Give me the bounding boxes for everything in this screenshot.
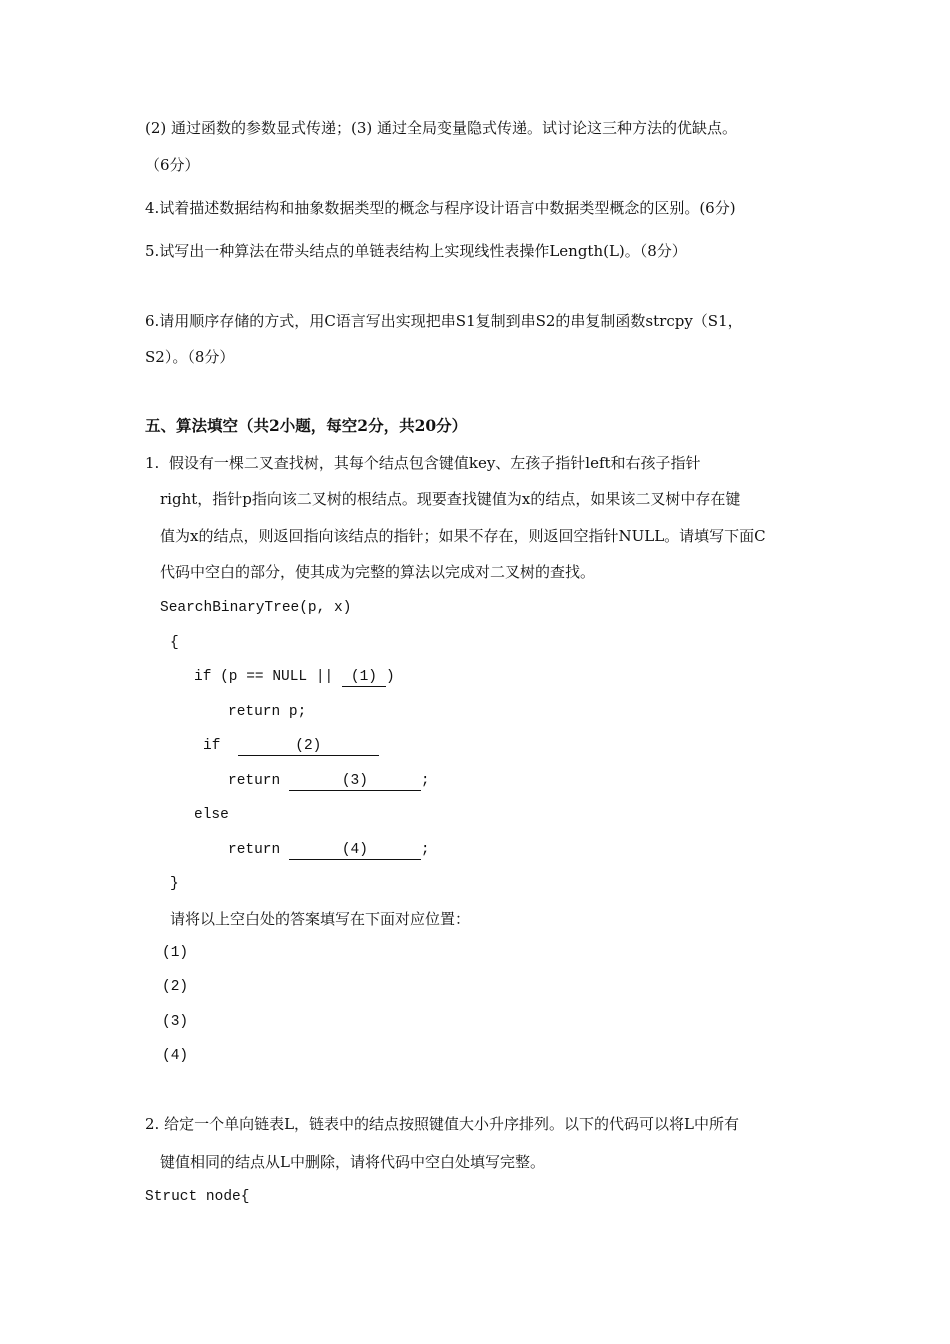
p2-line-2: 键值相同的结点从L中删除，请将代码中空白处填写完整。: [160, 1153, 545, 1171]
code-if-2-prefix: if: [203, 738, 221, 754]
code-return-p: return p;: [228, 704, 307, 720]
code-return-3: [228, 771, 430, 791]
p1-line-2: right，指针p指向该二叉树的根结点。现要查找键值为x的结点，如果该二叉树中存在键: [160, 490, 741, 508]
answer-4: (4): [162, 1048, 189, 1064]
answer-prompt: 请将以上空白处的答案填写在下面对应位置：: [170, 910, 471, 928]
code-return-4-prefix: return: [228, 842, 281, 858]
p1-line-1: 1. 假设有一棵二叉查找树，其每个结点包含键值key、左孩子指针left和右孩子指针: [145, 454, 701, 472]
code-return-4-suffix: ;: [420, 842, 430, 858]
question-6-line-2: S2）。（8分）: [145, 348, 235, 366]
p2-line-1: 2. 给定一个单向链表L，链表中的结点按照键值大小升序排列。以下的代码可以将L中所有: [145, 1115, 740, 1133]
section-5-title: 五、算法填空（共2小题，每空2分，共20分）: [145, 416, 468, 435]
code-return-3-prefix: return: [228, 773, 281, 789]
q3-tail: (2) 通过函数的参数显式传递；(3) 通过全局变量隐式传递。试讨论这三种方法的优缺点。: [145, 119, 738, 137]
code-return-3-suffix: ;: [420, 773, 430, 789]
q3-score: （6分）: [145, 156, 200, 174]
p2-code-struct: Struct node{: [145, 1189, 250, 1205]
blank-1: (1): [342, 669, 386, 687]
code-if-2: [203, 736, 379, 756]
blank-4: (4): [289, 842, 421, 860]
question-4: 4.试着描述数据结构和抽象数据类型的概念与程序设计语言中数据类型概念的区别。(6分): [145, 199, 736, 217]
code-return-4: [228, 840, 430, 860]
blank-3: (3): [289, 773, 421, 791]
p1-line-3: 值为x的结点，则返回指向该结点的指针；如果不存在，则返回空指针NULL。请填写下面C: [160, 527, 766, 545]
question-5: 5.试写出一种算法在带头结点的单链表结构上实现线性表操作Length(L)。（8分）: [145, 242, 687, 260]
code-signature: SearchBinaryTree(p, x): [160, 600, 352, 616]
p1-line-4: 代码中空白的部分，使其成为完整的算法以完成对二叉树的查找。: [160, 563, 596, 581]
answer-1: (1): [162, 945, 189, 961]
code-if-1-prefix: if (p == NULL ||: [194, 669, 342, 685]
answer-3: (3): [162, 1014, 189, 1030]
code-if-1-suffix: ): [385, 669, 395, 685]
question-6-line-1: 6.请用顺序存储的方式，用C语言写出实现把串S1复制到串S2的串复制函数strcpy（S1，: [145, 312, 743, 330]
answer-2: (2): [162, 979, 189, 995]
code-close-brace: }: [170, 876, 179, 892]
code-open-brace: {: [170, 635, 179, 651]
blank-2: (2): [238, 738, 379, 756]
code-else: else: [194, 807, 229, 823]
code-if-1: [194, 667, 395, 687]
